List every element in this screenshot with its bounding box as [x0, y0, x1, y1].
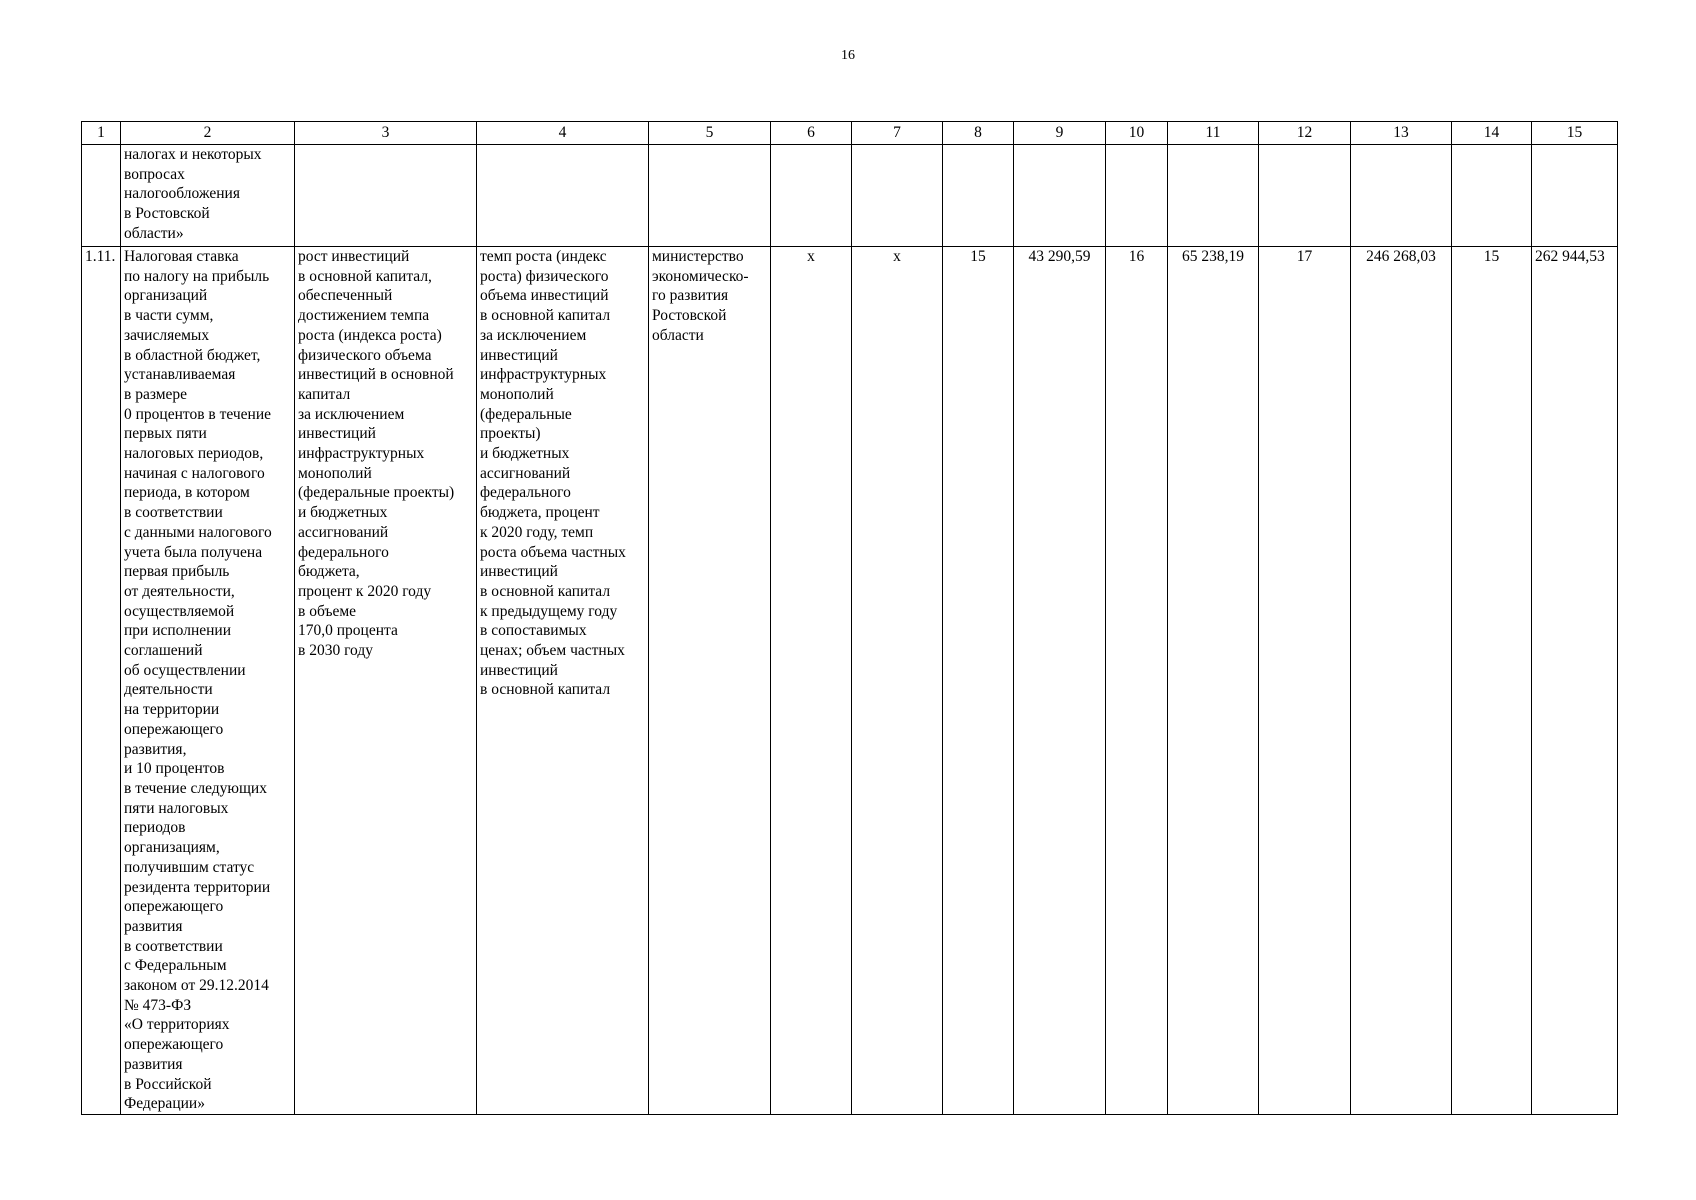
- cell-empty: [852, 145, 943, 247]
- cell-col13: 246 268,03: [1351, 247, 1452, 1115]
- cell-empty: [943, 145, 1014, 247]
- cell-col15: 262 944,53: [1532, 247, 1618, 1115]
- cell-col7: х: [852, 247, 943, 1115]
- table-row-1-11: [82, 247, 1618, 1115]
- cell-number: 1.11.: [82, 247, 121, 1115]
- tax-expenditure-table: [81, 121, 1618, 1115]
- cell-col6: х: [771, 247, 852, 1115]
- header-cell-11: 11: [1168, 122, 1259, 145]
- cell-indicator: темп роста (индекс роста) физического объема инвестиций в основной капитал за исключением инвестиций инфраструктурных монополий (федеральные проекты) и бюджетных ассигнований федерального бюджета, процент к 2020 году, темп роста объема частных инвестиций в основной капитал к предыдущему году в сопоставимых ценах; объем частных инвестиций в основной капитал: [477, 247, 649, 1115]
- cell-col12: 17: [1259, 247, 1351, 1115]
- header-cell-13: 13: [1351, 122, 1452, 145]
- header-cell-15: 15: [1532, 122, 1618, 145]
- header-cell-14: 14: [1452, 122, 1532, 145]
- cell-empty: [771, 145, 852, 247]
- cell-description: Налоговая ставка по налогу на прибыль организаций в части сумм, зачисляемых в областной бюджет, устанавливаемая в размере 0 процентов в течение первых пяти налоговых периодов, начиная с налогового периода, в котором в соответствии с данными налогового учета была получена первая прибыль от деятельности, осуществляемой при исполнении соглашений об осуществлении деятельности на территории опережающего развития, и 10 процентов в течение следующих пяти налоговых периодов организациям, получившим статус резидента территории опережающего развития в соответствии с Федеральным законом от 29.12.2014 № 473-ФЗ «О территориях опережающего развития в Российской Федерации»: [121, 247, 295, 1115]
- cell-empty: [1259, 145, 1351, 247]
- page-number: 16: [841, 48, 855, 63]
- header-cell-9: 9: [1014, 122, 1106, 145]
- header-cell-6: 6: [771, 122, 852, 145]
- cell-empty: [477, 145, 649, 247]
- cell-col10: 16: [1106, 247, 1168, 1115]
- cell-col9: 43 290,59: [1014, 247, 1106, 1115]
- cell-empty: [649, 145, 771, 247]
- cell-goal: рост инвестиций в основной капитал, обеспеченный достижением темпа роста (индекса роста) физического объема инвестиций в основной капитал за исключением инвестиций инфраструктурных монополий (федеральные проекты) и бюджетных ассигнований федерального бюджета, процент к 2020 году в объеме 170,0 процента в 2030 году: [295, 247, 477, 1115]
- cell-empty: [1106, 145, 1168, 247]
- header-cell-7: 7: [852, 122, 943, 145]
- table-row-continuation: [82, 145, 1618, 247]
- header-cell-3: 3: [295, 122, 477, 145]
- cell-empty: [295, 145, 477, 247]
- cell-description: налогах и некоторых вопросах налогообложения в Ростовской области»: [121, 145, 295, 247]
- header-cell-5: 5: [649, 122, 771, 145]
- cell-empty: [1351, 145, 1452, 247]
- header-cell-2: 2: [121, 122, 295, 145]
- cell-empty: [1014, 145, 1106, 247]
- cell-empty: [1452, 145, 1532, 247]
- cell-empty: [1168, 145, 1259, 247]
- header-cell-4: 4: [477, 122, 649, 145]
- cell-curator: министерство экономическо- го развития Ростовской области: [649, 247, 771, 1115]
- cell-number: [82, 145, 121, 247]
- header-cell-1: 1: [82, 122, 121, 145]
- header-cell-12: 12: [1259, 122, 1351, 145]
- cell-col8: 15: [943, 247, 1014, 1115]
- header-cell-8: 8: [943, 122, 1014, 145]
- cell-empty: [1532, 145, 1618, 247]
- header-row: [82, 122, 1618, 145]
- cell-col11: 65 238,19: [1168, 247, 1259, 1115]
- header-cell-10: 10: [1106, 122, 1168, 145]
- cell-col14: 15: [1452, 247, 1532, 1115]
